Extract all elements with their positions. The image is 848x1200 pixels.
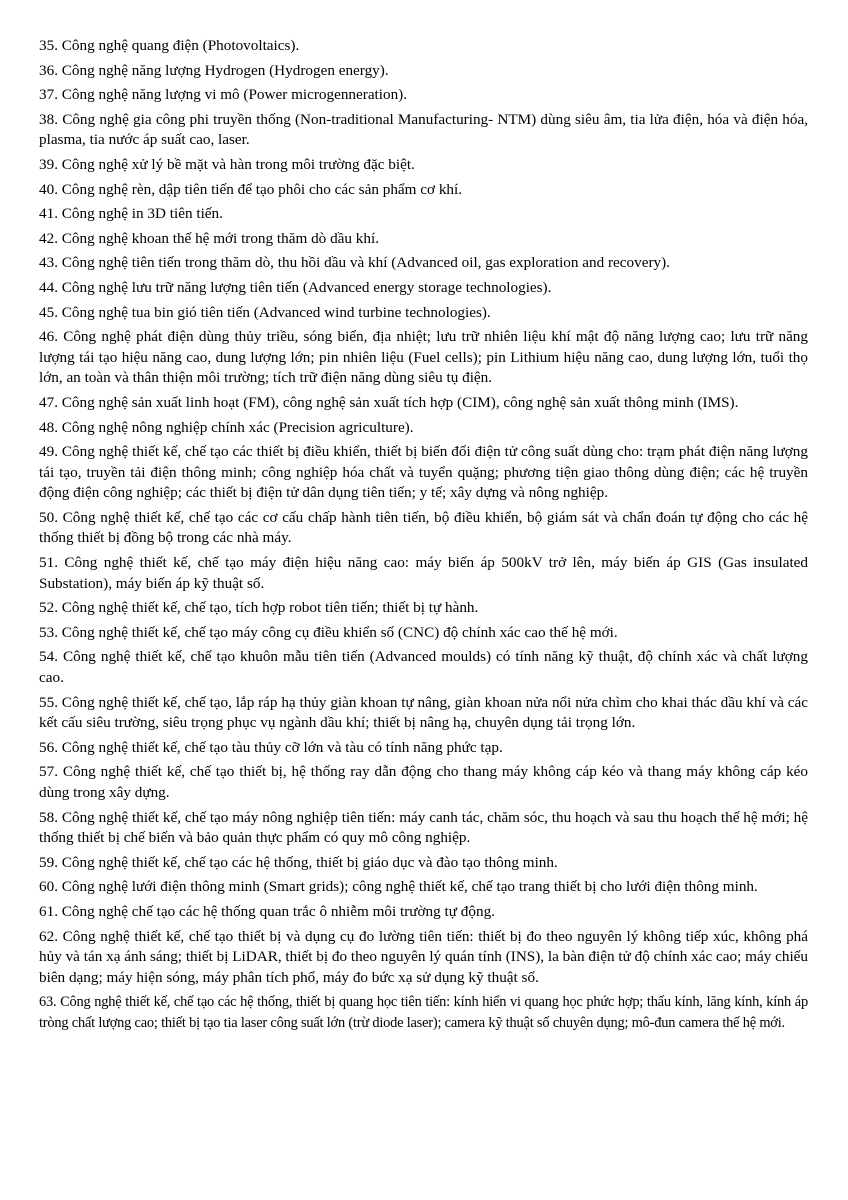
list-item: 55. Công nghệ thiết kế, chế tạo, lắp ráp hạ thủy giàn khoan tự nâng, giàn khoan nửa nổi nửa chìm cho khai thác dầu khí và các kết cấu siêu trường, siêu trọng phục vụ ngành dầu khí; thiết bị nâng hạ, chuyên dụng tải trọng lớn.: [39, 693, 808, 732]
list-item: 49. Công nghệ thiết kế, chế tạo các thiết bị điều khiển, thiết bị biến đổi điện tử công suất dùng cho: trạm phát điện năng lượng tái tạo, truyền tải điện thông minh; công nghiệp hóa chất và tuyển quặng; phương tiện giao thông dùng điện; các hệ truyền động điện công nghiệp; các thiết bị điện tử dân dụng tiên tiến; y tế; xây dựng và nông nghiệp.: [39, 443, 808, 502]
list-item: 51. Công nghệ thiết kế, chế tạo máy điện hiệu năng cao: máy biến áp 500kV trở lên, máy biến áp GIS (Gas insulated Substation), máy biến áp kỹ thuật số.: [39, 554, 808, 592]
list-item: 50. Công nghệ thiết kế, chế tạo các cơ cấu chấp hành tiên tiến, bộ điều khiển, bộ giám sát và chẩn đoán tự động cho các hệ thống thiết bị đồng bộ trong các nhà máy.: [39, 508, 808, 547]
list-item: 46. Công nghệ phát điện dùng thủy triều, sóng biển, địa nhiệt; lưu trữ nhiên liệu khí mật độ năng lượng cao; lưu trữ năng lượng tái tạo hiệu năng cao, dung lượng lớn; pin nhiên liệu (Fuel cells); pin Lithium hiệu năng cao, dung lượng lớn, tuổi thọ lớn, an toàn và thân thiện môi trường; tích trữ điện năng dùng siêu tụ điện.: [39, 328, 808, 387]
list-item: 60. Công nghệ lưới điện thông minh (Smart grids); công nghệ thiết kế, chế tạo trang thiết bị cho lưới điện thông minh.: [39, 878, 758, 896]
list-item: 59. Công nghệ thiết kế, chế tạo các hệ thống, thiết bị giáo dục và đào tạo thông minh.: [39, 853, 558, 871]
list-item: 39. Công nghệ xử lý bề mặt và hàn trong môi trường đặc biệt.: [39, 155, 415, 173]
list-item: 38. Công nghệ gia công phi truyền thống (Non-traditional Manufacturing- NTM) dùng siêu âm, tia lửa điện, hóa và điện hóa, plasma, tia nước áp suất cao, laser.: [39, 110, 808, 149]
list-item: 44. Công nghệ lưu trữ năng lượng tiên tiến (Advanced energy storage technologies).: [39, 278, 552, 296]
list-item: 61. Công nghệ chế tạo các hệ thống quan trắc ô nhiễm môi trường tự động.: [39, 902, 495, 920]
list-item: 63. Công nghệ thiết kế, chế tạo các hệ thống, thiết bị quang học tiên tiến: kính hiển vi quang học phức hợp; thấu kính, lăng kính, kính áp tròng chất lượng cao; thiết bị tạo tia laser công suất lớn (trừ diode laser); camera kỹ thuật số chuyên dụng; mô-đun camera thế hệ mới.: [39, 994, 808, 1031]
list-item: 41. Công nghệ in 3D tiên tiến.: [39, 205, 223, 223]
document-page: [39, 36, 808, 1038]
list-item: 54. Công nghệ thiết kế, chế tạo khuôn mẫu tiên tiến (Advanced moulds) có tính năng kỹ thuật, độ chính xác và chất lượng cao.: [39, 648, 808, 687]
list-item: 56. Công nghệ thiết kế, chế tạo tàu thủy cỡ lớn và tàu có tính năng phức tạp.: [39, 738, 503, 756]
list-item: 58. Công nghệ thiết kế, chế tạo máy nông nghiệp tiên tiến: máy canh tác, chăm sóc, thu hoạch và sau thu hoạch thế hệ mới; hệ thống thiết bị chế biến và bảo quản thực phẩm có quy mô công nghiệp.: [39, 808, 808, 847]
list-item: 62. Công nghệ thiết kế, chế tạo thiết bị và dụng cụ đo lường tiên tiến: thiết bị đo theo nguyên lý không tiếp xúc, không phá hủy và tán xạ ánh sáng; thiết bị LiDAR, thiết bị đo theo nguyên lý quán tính (INS), la bàn điện tử độ chính xác cao; máy chiếu biên dạng; máy hiện sóng, máy phân tích phổ, máy đo bức xạ sử dụng kỹ thuật số.: [39, 927, 808, 986]
list-item: 37. Công nghệ năng lượng vi mô (Power microgenneration).: [39, 86, 408, 104]
list-item: 48. Công nghệ nông nghiệp chính xác (Precision agriculture).: [39, 418, 414, 436]
list-item: 36. Công nghệ năng lượng Hydrogen (Hydrogen energy).: [39, 61, 389, 79]
list-item: 47. Công nghệ sản xuất linh hoạt (FM), công nghệ sản xuất tích hợp (CIM), công nghệ sản xuất thông minh (IMS).: [39, 393, 739, 411]
list-item: 40. Công nghệ rèn, dập tiên tiến để tạo phôi cho các sản phẩm cơ khí.: [39, 180, 463, 198]
list-item: 52. Công nghệ thiết kế, chế tạo, tích hợp robot tiên tiến; thiết bị tự hành.: [39, 599, 479, 617]
list-item: 45. Công nghệ tua bin gió tiên tiến (Advanced wind turbine technologies).: [39, 303, 491, 321]
list-item: 57. Công nghệ thiết kế, chế tạo thiết bị, hệ thống ray dẫn động cho thang máy không cáp kéo và thang máy không cáp kéo dùng trong xây dựng.: [39, 763, 808, 801]
list-item: 43. Công nghệ tiên tiến trong thăm dò, thu hồi dầu và khí (Advanced oil, gas exploration and recovery).: [39, 254, 670, 272]
list-item: 35. Công nghệ quang điện (Photovoltaics).: [39, 37, 300, 54]
list-item: 53. Công nghệ thiết kế, chế tạo máy công cụ điều khiển số (CNC) độ chính xác cao thế hệ mới.: [39, 623, 618, 641]
list-item: 42. Công nghệ khoan thế hệ mới trong thăm dò dầu khí.: [39, 229, 379, 247]
